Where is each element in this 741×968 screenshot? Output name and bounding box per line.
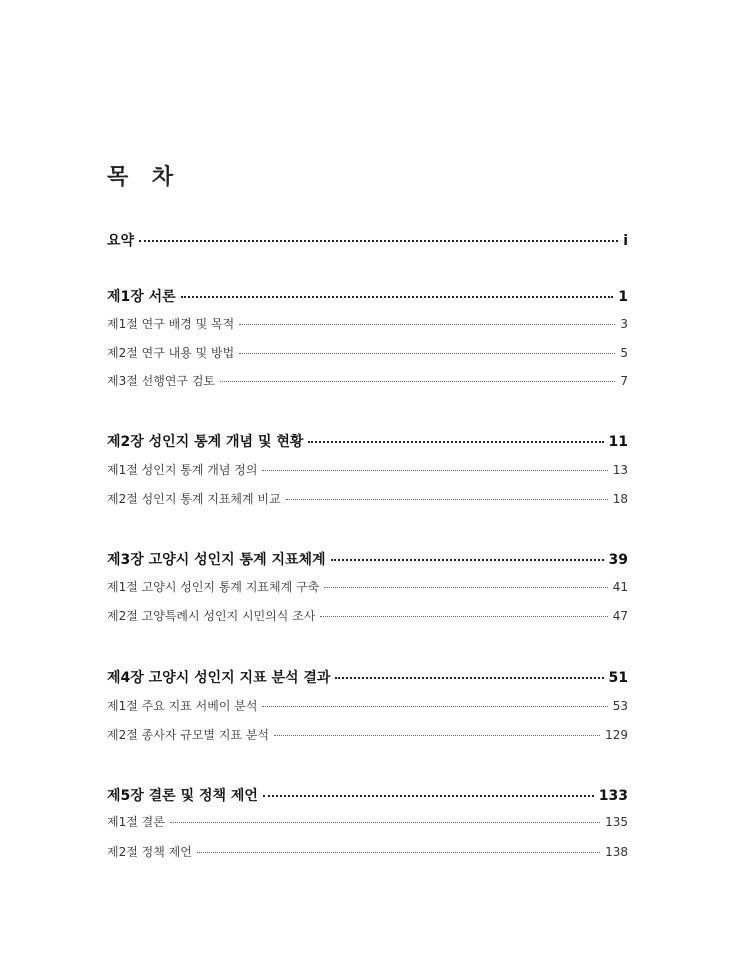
dot-leader — [239, 353, 615, 354]
toc-entry-label: 제2절 성인지 통계 지표체계 비교 — [107, 492, 281, 506]
dot-leader — [324, 587, 608, 588]
toc-entry-label: 제5장 결론 및 정책 제언 — [107, 788, 258, 804]
dot-leader — [274, 735, 600, 736]
toc-entry-label: 제3절 선행연구 검토 — [107, 374, 216, 388]
toc-entry-page-number: 1 — [618, 289, 628, 305]
toc-entry-page-number: 39 — [608, 552, 628, 568]
toc-section-entry — [107, 607, 628, 624]
dot-leader — [181, 296, 614, 298]
toc-entry-page-number: 3 — [620, 317, 628, 331]
toc-entry-page-number: 18 — [612, 492, 628, 506]
toc-entry-label: 제4장 고양시 성인지 지표 분석 결과 — [107, 670, 331, 686]
toc-entry-page-number: 53 — [612, 699, 628, 713]
toc-entry-label: 제3장 고양시 성인지 통계 지표체계 — [107, 552, 326, 568]
dot-leader — [139, 240, 618, 242]
toc-section-entry — [107, 813, 628, 830]
toc-chapter-entry — [107, 230, 628, 250]
toc-entry-page-number: 5 — [620, 346, 628, 360]
dot-leader — [331, 559, 604, 561]
toc-section-entry — [107, 315, 628, 332]
toc-chapter-entry — [107, 431, 628, 451]
toc-section-entry — [107, 372, 628, 389]
dot-leader — [320, 616, 607, 617]
toc-entry-label: 제2절 정책 제언 — [107, 845, 192, 859]
toc-section-entry — [107, 843, 628, 860]
toc-entry-label: 제1절 주요 지표 서베이 분석 — [107, 699, 258, 713]
toc-entry-label: 제1절 고양시 성인지 통계 지표체계 구축 — [107, 580, 320, 594]
dot-leader — [170, 822, 600, 823]
toc-entry-label: 제2절 종사자 규모별 지표 분석 — [107, 728, 269, 742]
dot-leader — [263, 795, 594, 797]
dot-leader — [286, 499, 608, 500]
toc-entry-page-number: 138 — [605, 845, 628, 859]
toc-entry-label: 제2절 연구 내용 및 방법 — [107, 346, 235, 360]
toc-entry-label: 제2장 성인지 통계 개념 및 현황 — [107, 434, 304, 450]
toc-section-entry — [107, 726, 628, 743]
toc-entry-page-number: 7 — [620, 374, 628, 388]
dot-leader — [197, 852, 600, 853]
toc-entry-label: 요약 — [107, 233, 135, 249]
toc-entry-page-number: 51 — [608, 670, 628, 686]
toc-section-entry — [107, 461, 628, 478]
page-title: 목 차 — [107, 165, 182, 190]
toc-entry-label: 제1장 서론 — [107, 289, 176, 305]
toc-entry-label: 제2절 고양특례시 성인지 시민의식 조사 — [107, 609, 316, 623]
dot-leader — [262, 470, 607, 471]
toc-entry-label: 제1절 연구 배경 및 목적 — [107, 317, 235, 331]
dot-leader — [308, 441, 603, 443]
toc-entry-label: 제1절 결론 — [107, 815, 165, 829]
toc-entry-page-number: 129 — [605, 728, 628, 742]
dot-leader — [335, 677, 603, 679]
toc-entry-page-number: i — [623, 233, 628, 249]
dot-leader — [239, 324, 615, 325]
dot-leader — [262, 706, 607, 707]
toc-chapter-entry — [107, 667, 628, 687]
toc-chapter-entry — [107, 286, 628, 306]
toc-section-entry — [107, 344, 628, 361]
toc-section-entry — [107, 490, 628, 507]
toc-entry-page-number: 133 — [598, 788, 628, 804]
toc-entry-page-number: 135 — [605, 815, 628, 829]
toc-entry-page-number: 11 — [608, 434, 628, 450]
dot-leader — [220, 381, 615, 382]
toc-section-entry — [107, 578, 628, 595]
toc-section-entry — [107, 697, 628, 714]
toc-chapter-entry — [107, 785, 628, 805]
toc-entry-label: 제1절 성인지 통계 개념 정의 — [107, 463, 258, 477]
toc-entry-page-number: 13 — [612, 463, 628, 477]
toc-entry-page-number: 47 — [612, 609, 628, 623]
toc-entry-page-number: 41 — [612, 580, 628, 594]
toc-chapter-entry — [107, 549, 628, 569]
